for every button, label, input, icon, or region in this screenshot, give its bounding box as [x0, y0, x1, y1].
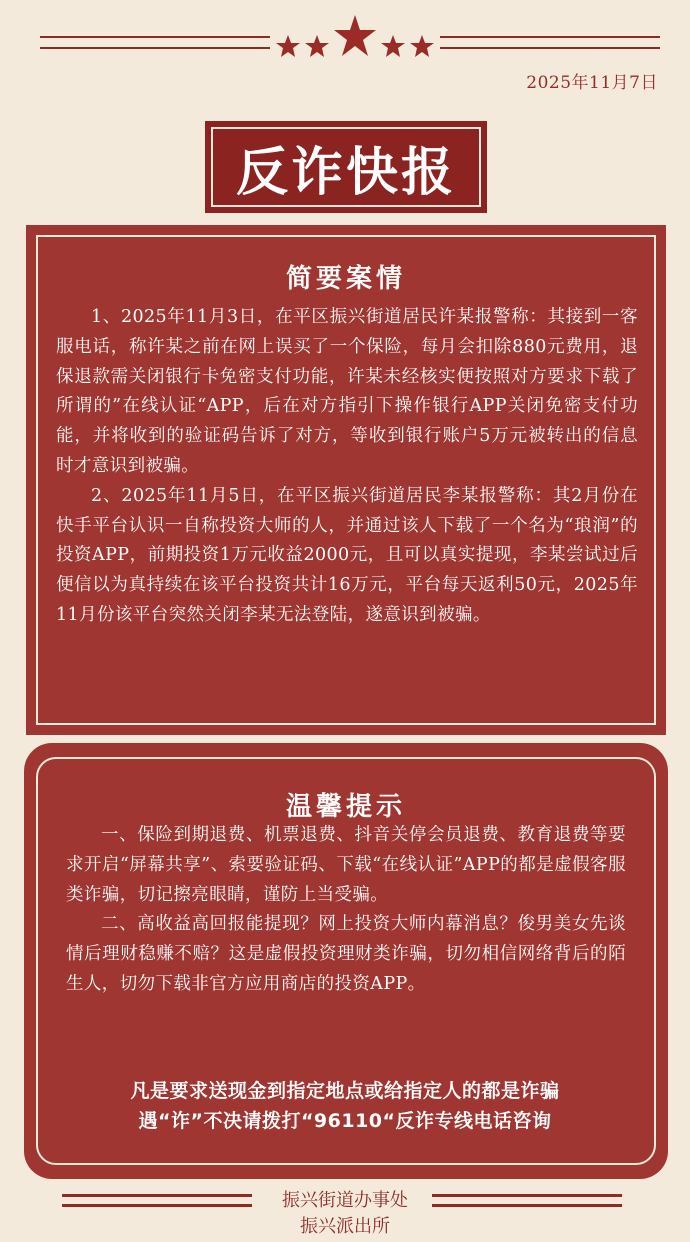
masthead-banner: [205, 121, 487, 213]
case-summary-text: [56, 303, 638, 631]
alert-line-1: 凡是要求送现金到指定地点或给指定人的都是诈骗: [130, 1080, 560, 1102]
header-rule-left-bottom: [40, 47, 270, 49]
header-rule-right-bottom: [440, 47, 660, 49]
alert-line-2: 遇“诈”不决请拨打“96110“反诈专线电话咨询: [138, 1110, 552, 1132]
masthead-title: 反诈快报: [211, 127, 481, 207]
case-paragraph-2: 2、2025年11月5日，在平区振兴街道居民李某报警称：其2月份在快手平台认识一自称投资大师的人，并通过该人下载了一个名为“琅润”的投资APP，前期投资1万元收益2000元，且可以真实提现，李某尝试过后便信以为真持续在该平台投资共计16万元，平台每天返利50元，2025年11月份该平台突然关闭李某无法登陆，遂意识到被骗。: [56, 485, 638, 625]
warm-tips-title: 温馨提示: [285, 792, 406, 822]
five-stars-icon: [270, 12, 440, 62]
issue-date: 2025年11月7日: [526, 73, 658, 93]
header-rule-right-top: [440, 36, 660, 38]
case-paragraph-1: 1、2025年11月3日，在平区振兴街道居民许某报警称：其接到一客服电话，称许某之前在网上误买了一个保险，每月会扣除880元费用，退保退款需关闭银行卡免密支付功能，许某未经核实便按照对方要求下载了所谓的”在线认证“APP，后在对方指引下操作银行APP关闭免密支付功能，并将收到的验证码告诉了对方，等收到银行账户5万元被转出的信息时才意识到被骗。: [56, 307, 638, 476]
case-summary-title: 简要案情: [285, 264, 406, 294]
footer-office: 振兴街道办事处: [282, 1190, 408, 1211]
tip-paragraph-2: 二、高收益高回报能提现？网上投资大师内幕消息？俊男美女先谈情后理财稳赚不赔？这是虚假投资理财类诈骗，切勿相信网络背后的陌生人，切勿下载非官方应用商店的投资APP。: [66, 914, 626, 994]
tip-paragraph-1: 一、保险到期退费、机票退费、抖音关停会员退费、教育退费等要求开启“屏幕共享”、索要验证码、下载“在线认证”APP的都是虚假客服类诈骗，切记擦亮眼睛，谨防上当受骗。: [66, 825, 626, 905]
footer-police: 振兴派出所: [300, 1216, 390, 1237]
warm-tips-text: [66, 821, 626, 1000]
header-rule-left-top: [40, 36, 270, 38]
